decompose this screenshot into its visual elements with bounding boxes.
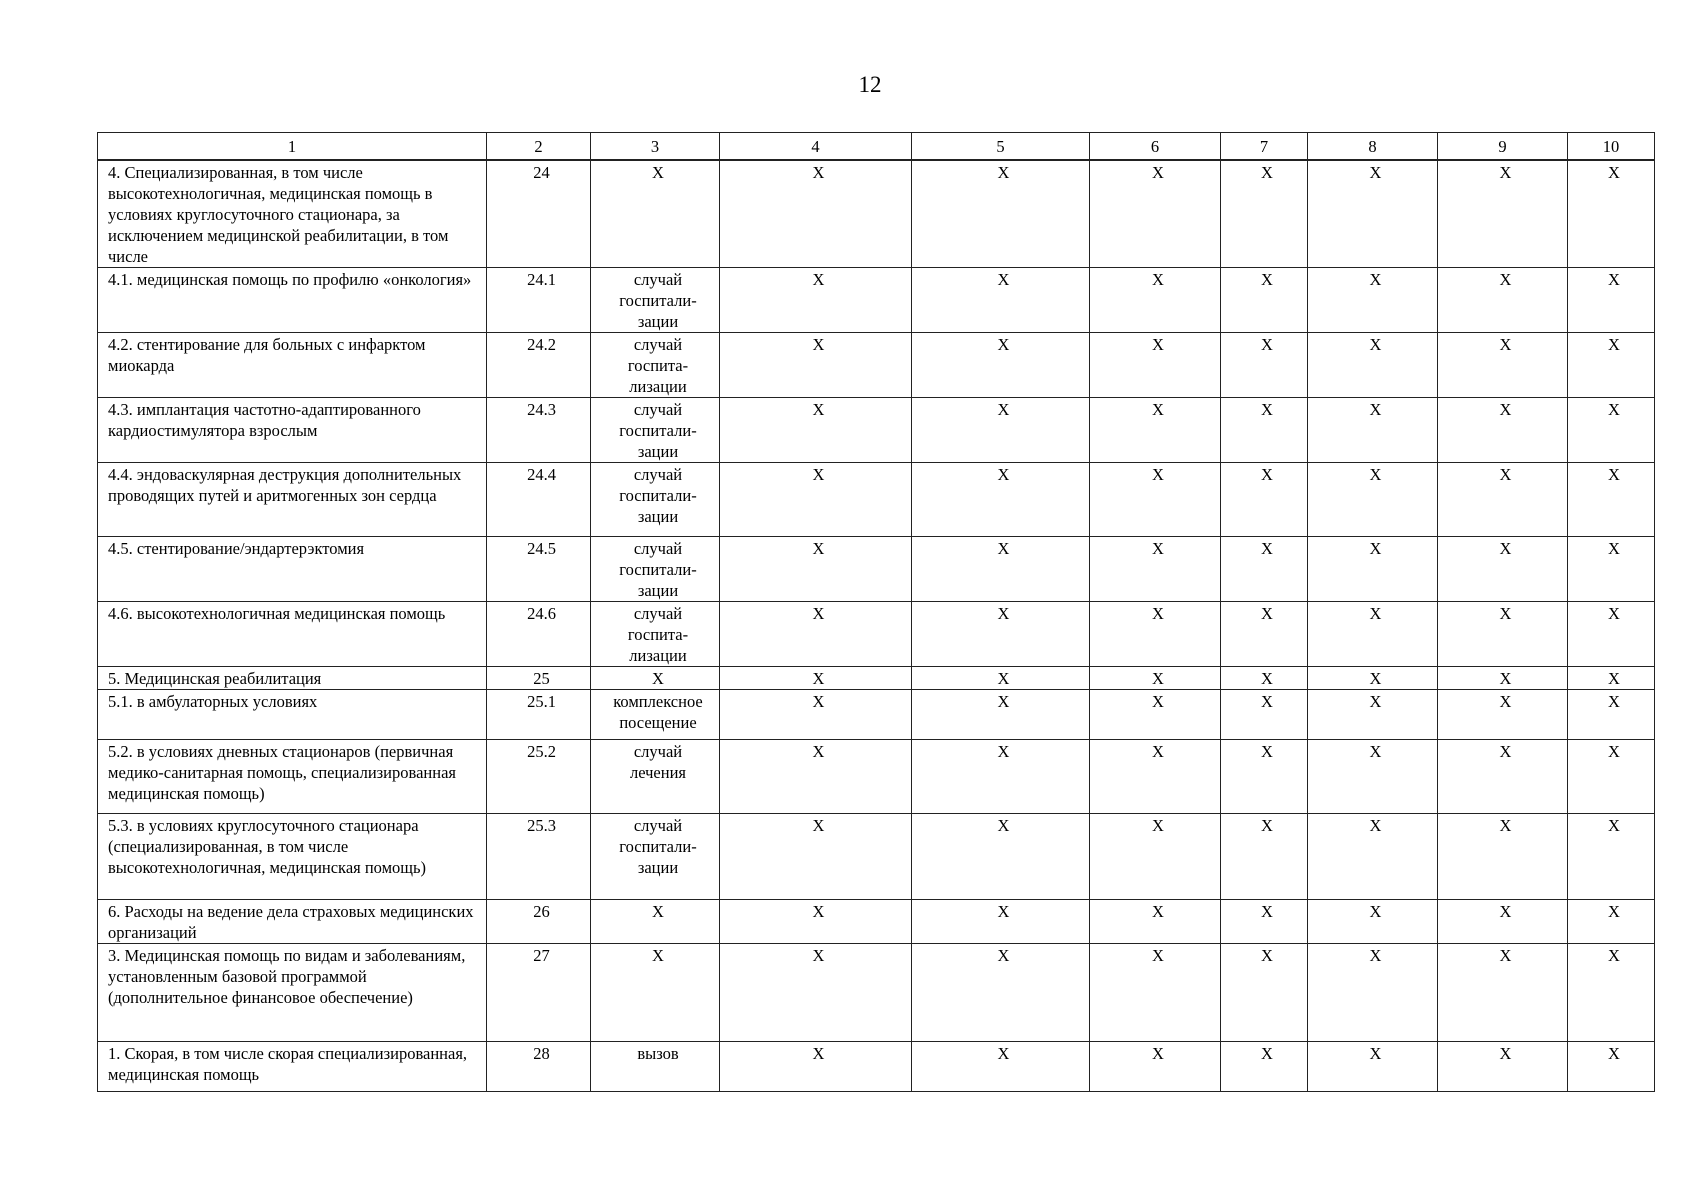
unit-line: зации: [637, 858, 679, 877]
row-unit-cell: [591, 900, 720, 944]
x-cell: Х: [912, 463, 1090, 537]
x-cell: Х: [720, 160, 912, 268]
row-code-cell: 24.5: [487, 537, 591, 602]
x-cell: Х: [1221, 667, 1308, 690]
x-cell: Х: [912, 398, 1090, 463]
x-cell: Х: [1221, 602, 1308, 667]
x-cell: Х: [912, 944, 1090, 1042]
x-cell: Х: [1568, 690, 1655, 740]
x-cell: Х: [1568, 537, 1655, 602]
x-cell: Х: [1090, 690, 1221, 740]
x-cell: Х: [1568, 463, 1655, 537]
row-code-cell: 25.3: [487, 814, 591, 900]
x-cell: Х: [1568, 160, 1655, 268]
row-unit-cell: [591, 268, 720, 333]
x-cell: Х: [912, 537, 1090, 602]
x-cell: Х: [1568, 1042, 1655, 1092]
x-cell: Х: [1308, 690, 1438, 740]
unit-line: посещение: [619, 713, 697, 732]
x-cell: Х: [1438, 1042, 1568, 1092]
row-code-cell: 25.1: [487, 690, 591, 740]
x-cell: Х: [1568, 602, 1655, 667]
unit-line: Х: [652, 163, 664, 182]
x-cell: Х: [1308, 398, 1438, 463]
x-cell: Х: [720, 268, 912, 333]
unit-line: случай: [633, 400, 683, 419]
x-cell: Х: [912, 333, 1090, 398]
x-cell: Х: [912, 690, 1090, 740]
row-code-cell: 27: [487, 944, 591, 1042]
x-cell: Х: [1090, 160, 1221, 268]
row-code-cell: 24.1: [487, 268, 591, 333]
x-cell: Х: [1568, 900, 1655, 944]
x-cell: Х: [1438, 690, 1568, 740]
x-cell: Х: [1438, 944, 1568, 1042]
x-cell: Х: [1308, 602, 1438, 667]
x-cell: Х: [912, 900, 1090, 944]
x-cell: Х: [1308, 268, 1438, 333]
x-cell: Х: [1221, 160, 1308, 268]
x-cell: Х: [1221, 900, 1308, 944]
row-name-cell: 3. Медицинская помощь по видам и заболеваниям, установленным базовой программой (дополнительное финансовое обеспечение): [98, 944, 487, 1042]
column-header: 4: [720, 133, 912, 161]
x-cell: Х: [1308, 1042, 1438, 1092]
unit-line: госпита-: [627, 356, 689, 375]
x-cell: Х: [1308, 333, 1438, 398]
x-cell: Х: [1090, 268, 1221, 333]
column-header: 6: [1090, 133, 1221, 161]
row-code-cell: 24: [487, 160, 591, 268]
x-cell: Х: [912, 1042, 1090, 1092]
unit-line: случай: [633, 742, 683, 761]
column-header: 9: [1438, 133, 1568, 161]
row-code-cell: 24.4: [487, 463, 591, 537]
unit-line: комплексное: [613, 692, 703, 711]
x-cell: Х: [1438, 463, 1568, 537]
row-code-cell: 24.6: [487, 602, 591, 667]
x-cell: Х: [1090, 667, 1221, 690]
x-cell: Х: [1221, 740, 1308, 814]
unit-line: лечения: [629, 763, 687, 782]
table-row: [98, 740, 1655, 814]
x-cell: Х: [1568, 268, 1655, 333]
row-name-cell: 6. Расходы на ведение дела страховых медицинских организаций: [98, 900, 487, 944]
table-row: [98, 690, 1655, 740]
x-cell: Х: [1221, 463, 1308, 537]
x-cell: Х: [1438, 602, 1568, 667]
x-cell: Х: [1221, 537, 1308, 602]
row-code-cell: 25: [487, 667, 591, 690]
table-body: [98, 160, 1655, 1092]
row-unit-cell: [591, 537, 720, 602]
row-name-cell: 5. Медицинская реабилитация: [98, 667, 487, 690]
x-cell: Х: [1438, 667, 1568, 690]
column-header: 7: [1221, 133, 1308, 161]
x-cell: Х: [1090, 602, 1221, 667]
unit-line: зации: [637, 507, 679, 526]
table-row: [98, 333, 1655, 398]
x-cell: Х: [1090, 398, 1221, 463]
x-cell: Х: [720, 900, 912, 944]
x-cell: Х: [1308, 944, 1438, 1042]
x-cell: Х: [912, 814, 1090, 900]
column-header: 10: [1568, 133, 1655, 161]
x-cell: Х: [720, 463, 912, 537]
unit-line: вызов: [637, 1044, 679, 1063]
x-cell: Х: [720, 740, 912, 814]
table-row: [98, 667, 1655, 690]
row-unit-cell: [591, 1042, 720, 1092]
x-cell: Х: [720, 667, 912, 690]
column-header: 2: [487, 133, 591, 161]
x-cell: Х: [720, 814, 912, 900]
row-name-cell: 4.4. эндоваскулярная деструкция дополнительных проводящих путей и аритмогенных зон сердца: [98, 463, 487, 537]
x-cell: Х: [1438, 268, 1568, 333]
row-code-cell: 26: [487, 900, 591, 944]
unit-line: Х: [652, 946, 664, 965]
x-cell: Х: [1221, 268, 1308, 333]
row-unit-cell: [591, 667, 720, 690]
x-cell: Х: [720, 602, 912, 667]
unit-line: госпитали-: [619, 291, 697, 310]
row-code-cell: 24.3: [487, 398, 591, 463]
x-cell: Х: [1438, 398, 1568, 463]
x-cell: Х: [1090, 463, 1221, 537]
x-cell: Х: [720, 1042, 912, 1092]
page-number: 12: [858, 72, 882, 97]
x-cell: Х: [1438, 160, 1568, 268]
row-name-cell: 4.1. медицинская помощь по профилю «онкология»: [98, 268, 487, 333]
unit-line: случай: [633, 335, 683, 354]
x-cell: Х: [1568, 398, 1655, 463]
x-cell: Х: [1568, 814, 1655, 900]
x-cell: Х: [1568, 944, 1655, 1042]
x-cell: Х: [1438, 814, 1568, 900]
unit-line: лизации: [629, 377, 687, 396]
x-cell: Х: [1090, 740, 1221, 814]
x-cell: Х: [1221, 333, 1308, 398]
row-name-cell: 4.5. стентирование/эндартерэктомия: [98, 537, 487, 602]
x-cell: Х: [1308, 537, 1438, 602]
x-cell: Х: [720, 944, 912, 1042]
x-cell: Х: [1308, 900, 1438, 944]
row-name-cell: 4.6. высокотехнологичная медицинская помощь: [98, 602, 487, 667]
x-cell: Х: [912, 160, 1090, 268]
table-row: [98, 602, 1655, 667]
unit-line: случай: [633, 539, 683, 558]
row-name-cell: 4.3. имплантация частотно-адаптированного кардиостимулятора взрослым: [98, 398, 487, 463]
header-row: [98, 133, 1655, 161]
x-cell: Х: [1438, 333, 1568, 398]
x-cell: Х: [720, 537, 912, 602]
x-cell: Х: [1090, 1042, 1221, 1092]
unit-line: случай: [633, 816, 683, 835]
x-cell: Х: [912, 268, 1090, 333]
unit-line: госпита-: [627, 625, 689, 644]
row-unit-cell: [591, 944, 720, 1042]
row-unit-cell: [591, 602, 720, 667]
table-row: [98, 944, 1655, 1042]
x-cell: Х: [1221, 1042, 1308, 1092]
row-code-cell: 24.2: [487, 333, 591, 398]
row-name-cell: 4. Специализированная, в том числе высокотехнологичная, медицинская помощь в условиях круглосуточного стационара, за исключением медицинской реабилитации, в том числе: [98, 160, 487, 268]
x-cell: Х: [1568, 333, 1655, 398]
x-cell: Х: [720, 333, 912, 398]
unit-line: госпитали-: [619, 837, 697, 856]
unit-line: лизации: [629, 646, 687, 665]
x-cell: Х: [1438, 740, 1568, 814]
x-cell: Х: [1438, 900, 1568, 944]
row-unit-cell: [591, 690, 720, 740]
unit-line: Х: [652, 669, 664, 688]
x-cell: Х: [720, 398, 912, 463]
column-header: 3: [591, 133, 720, 161]
row-name-cell: 5.1. в амбулаторных условиях: [98, 690, 487, 740]
unit-line: госпитали-: [619, 486, 697, 505]
unit-line: зации: [637, 312, 679, 331]
table-row: [98, 814, 1655, 900]
row-name-cell: 5.3. в условиях круглосуточного стационара (специализированная, в том числе высокотехнологичная, медицинская помощь): [98, 814, 487, 900]
table-row: [98, 900, 1655, 944]
x-cell: Х: [912, 667, 1090, 690]
table-row: [98, 537, 1655, 602]
x-cell: Х: [1308, 740, 1438, 814]
x-cell: Х: [1090, 814, 1221, 900]
row-code-cell: 28: [487, 1042, 591, 1092]
table-row: [98, 268, 1655, 333]
row-name-cell: 1. Скорая, в том числе скорая специализированная, медицинская помощь: [98, 1042, 487, 1092]
row-unit-cell: [591, 398, 720, 463]
x-cell: Х: [1568, 667, 1655, 690]
x-cell: Х: [912, 740, 1090, 814]
x-cell: Х: [1308, 160, 1438, 268]
x-cell: Х: [1221, 944, 1308, 1042]
column-header: 1: [98, 133, 487, 161]
x-cell: Х: [1308, 667, 1438, 690]
table-row: [98, 160, 1655, 268]
unit-line: зации: [637, 581, 679, 600]
x-cell: Х: [720, 690, 912, 740]
row-name-cell: 5.2. в условиях дневных стационаров (первичная медико-санитарная помощь, специализированная медицинская помощь): [98, 740, 487, 814]
data-table: [97, 132, 1655, 1092]
table-row: [98, 1042, 1655, 1092]
x-cell: Х: [1221, 398, 1308, 463]
x-cell: Х: [1090, 900, 1221, 944]
x-cell: Х: [1308, 814, 1438, 900]
x-cell: Х: [1308, 463, 1438, 537]
x-cell: Х: [1090, 944, 1221, 1042]
row-unit-cell: [591, 463, 720, 537]
x-cell: Х: [1090, 537, 1221, 602]
column-header: 8: [1308, 133, 1438, 161]
table-row: [98, 463, 1655, 537]
unit-line: госпитали-: [619, 560, 697, 579]
x-cell: Х: [1221, 690, 1308, 740]
x-cell: Х: [1568, 740, 1655, 814]
row-code-cell: 25.2: [487, 740, 591, 814]
row-unit-cell: [591, 333, 720, 398]
row-name-cell: 4.2. стентирование для больных с инфарктом миокарда: [98, 333, 487, 398]
row-unit-cell: [591, 814, 720, 900]
unit-line: случай: [633, 465, 683, 484]
column-header: 5: [912, 133, 1090, 161]
unit-line: зации: [637, 442, 679, 461]
x-cell: Х: [912, 602, 1090, 667]
x-cell: Х: [1221, 814, 1308, 900]
unit-line: случай: [633, 270, 683, 289]
row-unit-cell: [591, 160, 720, 268]
row-unit-cell: [591, 740, 720, 814]
x-cell: Х: [1090, 333, 1221, 398]
table-row: [98, 398, 1655, 463]
unit-line: госпитали-: [619, 421, 697, 440]
unit-line: случай: [633, 604, 683, 623]
unit-line: Х: [652, 902, 664, 921]
x-cell: Х: [1438, 537, 1568, 602]
